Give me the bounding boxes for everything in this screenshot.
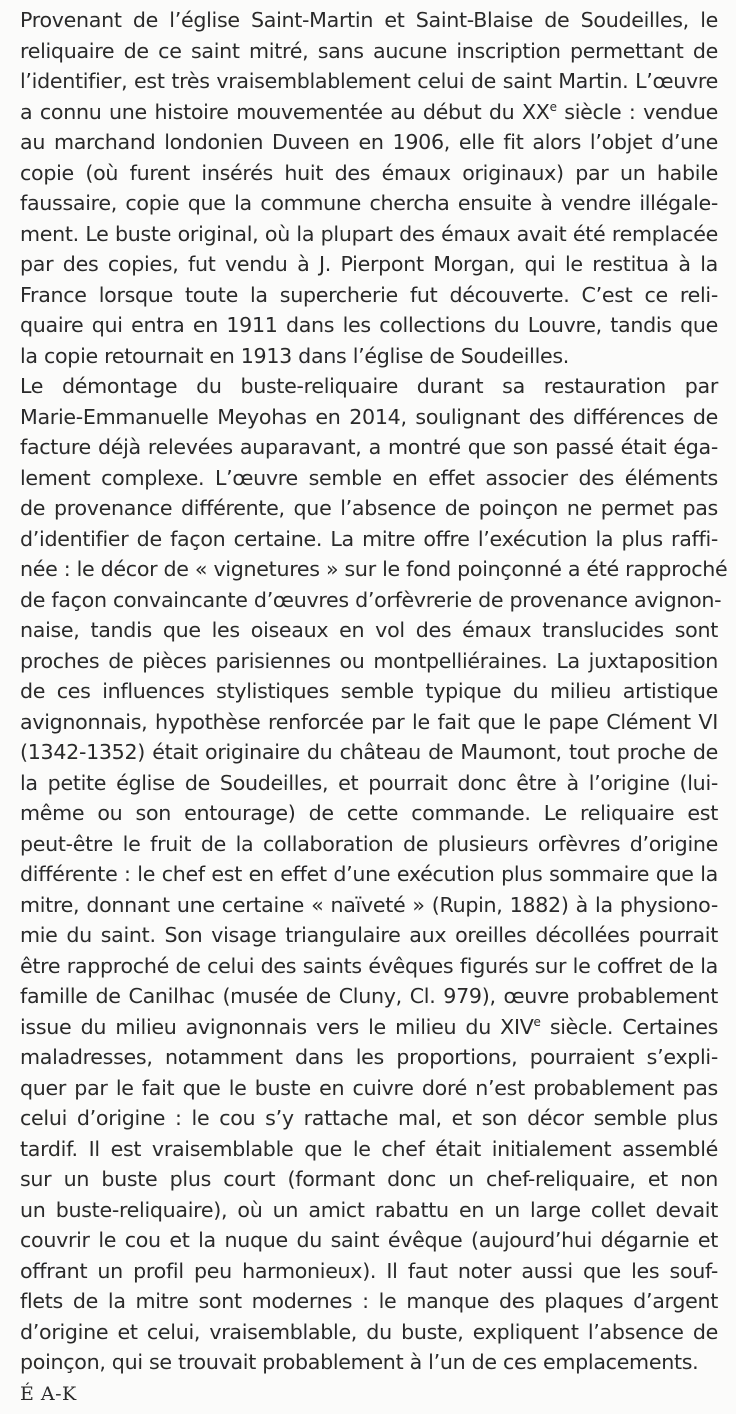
superscript-e: e bbox=[533, 1014, 541, 1029]
text-line: l’identifier, est très vraisemblablement celui de saint Martin. L’œuvre bbox=[20, 69, 718, 93]
text-line: a connu une histoire mouvementée au début du XXe siècle : vendue bbox=[20, 99, 718, 124]
text-line: naise, tandis que les oiseaux en vol des émaux translucides sont bbox=[20, 618, 718, 642]
text-line: la copie retournait en 1913 dans l’église de Soudeilles. bbox=[20, 343, 570, 368]
text-line: mitre, donnant une certaine « naïveté » (Rupin, 1882) à la physiono- bbox=[20, 892, 718, 917]
text-line: offrant un profil peu harmonieux). Il faut noter aussi que les souf- bbox=[20, 1258, 718, 1283]
text-line: facture déjà relevées auparavant, a montré que son passé était éga- bbox=[20, 435, 718, 459]
text-line: tardif. Il est vraisemblable que le chef était initialement assemblé bbox=[20, 1136, 718, 1161]
text-line: (1342-1352) était originaire du château de Maumont, tout proche de bbox=[20, 740, 718, 764]
text-line: faussaire, copie que la commune chercha ensuite à vendre illégale- bbox=[20, 191, 718, 215]
text-line: reliquaire de ce saint mitré, sans aucune inscription permettant de bbox=[20, 38, 718, 63]
text-line: avignonnais, hypothèse renforcée par le fait que le pape Clément VI bbox=[20, 709, 718, 734]
text-line: un buste-reliquaire), où un amict rabattu en un large collet devait bbox=[20, 1197, 718, 1222]
text-line: ment. Le buste original, où la plupart des émaux avait été remplacée bbox=[20, 221, 718, 246]
text-line: quaire qui entra en 1911 dans les collections du Louvre, tandis que bbox=[20, 313, 718, 337]
text-line: quer par le fait que le buste en cuivre doré n’est probablement pas bbox=[20, 1075, 718, 1100]
text-line: sur un buste plus court (formant donc un chef-reliquaire, et non bbox=[20, 1167, 718, 1191]
text-line: couvrir le cou et la nuque du saint évêque (aujourd’hui dégarnie et bbox=[20, 1228, 718, 1252]
text-line: poinçon, qui se trouvait probablement à l’un de ces emplacements. bbox=[20, 1350, 699, 1374]
text-line: de provenance différente, que l’absence de poinçon ne permet pas bbox=[20, 496, 718, 520]
text-line: copie (où furent insérés huit des émaux originaux) par un habile bbox=[20, 160, 718, 185]
text-line: différente : le chef est en effet d’une exécution plus sommaire que la bbox=[20, 862, 718, 886]
text-line: proches de pièces parisiennes ou montpelliéraines. La juxtaposition bbox=[20, 648, 718, 673]
text-line: maladresses, notamment dans les proportions, pourraient s’expli- bbox=[20, 1045, 718, 1069]
text-line: mie du saint. Son visage triangulaire aux oreilles décollées pourrait bbox=[20, 923, 718, 947]
text-line: d’origine et celui, vraisemblable, du buste, expliquent l’absence de bbox=[20, 1319, 718, 1344]
text-line: être rapproché de celui des saints évêques figurés sur le coffret de la bbox=[20, 953, 718, 978]
text-line: Provenant de l’église Saint-Martin et Saint-Blaise de Soudeilles, le bbox=[20, 8, 718, 32]
text-line: de ces influences stylistiques semble typique du milieu artistique bbox=[20, 679, 718, 703]
text-line: Le démontage du buste-reliquaire durant sa restauration par bbox=[20, 374, 718, 398]
text-line: peut-être le fruit de la collaboration de plusieurs orfèvres d’origine bbox=[20, 831, 718, 856]
text-line: flets de la mitre sont modernes : le manque des plaques d’argent bbox=[20, 1289, 718, 1313]
text-line: issue du milieu avignonnais vers le milieu du XIVe siècle. Certaines bbox=[20, 1014, 718, 1039]
text-line: par des copies, fut vendu à J. Pierpont Morgan, qui le restitua à la bbox=[20, 252, 718, 276]
text-line: lement complexe. L’œuvre semble en effet associer des éléments bbox=[20, 465, 718, 490]
text-line: Marie-Emmanuelle Meyohas en 2014, soulignant des différences de bbox=[20, 404, 718, 429]
superscript-e: e bbox=[549, 99, 557, 114]
text-line: famille de Canilhac (musée de Cluny, Cl. 979), œuvre probablement bbox=[20, 984, 718, 1008]
text-line: au marchand londonien Duveen en 1906, elle fit alors l’objet d’une bbox=[20, 130, 718, 154]
text-line: France lorsque toute la supercherie fut découverte. C’est ce reli- bbox=[20, 282, 718, 307]
text-line: de façon convaincante d’œuvres d’orfèvrerie de provenance avignon- bbox=[20, 587, 722, 612]
text-line: celui d’origine : le cou s’y rattache mal, et son décor semble plus bbox=[20, 1106, 718, 1130]
document-page bbox=[20, 5, 728, 1409]
text-line: d’identifier de façon certaine. La mitre offre l’exécution la plus raffi- bbox=[20, 526, 718, 551]
paragraph-restoration bbox=[20, 371, 728, 1378]
text-line: même ou son entourage) de cette commande. Le reliquaire est bbox=[20, 801, 718, 825]
paragraph-provenance bbox=[20, 5, 718, 371]
text-line: née : le décor de « vignetures » sur le fond poinçonné a été rapproché bbox=[20, 557, 728, 581]
author-initials: É A-K bbox=[20, 1382, 77, 1405]
text-line: la petite église de Soudeilles, et pourrait donc être à l’origine (lui- bbox=[20, 770, 718, 795]
